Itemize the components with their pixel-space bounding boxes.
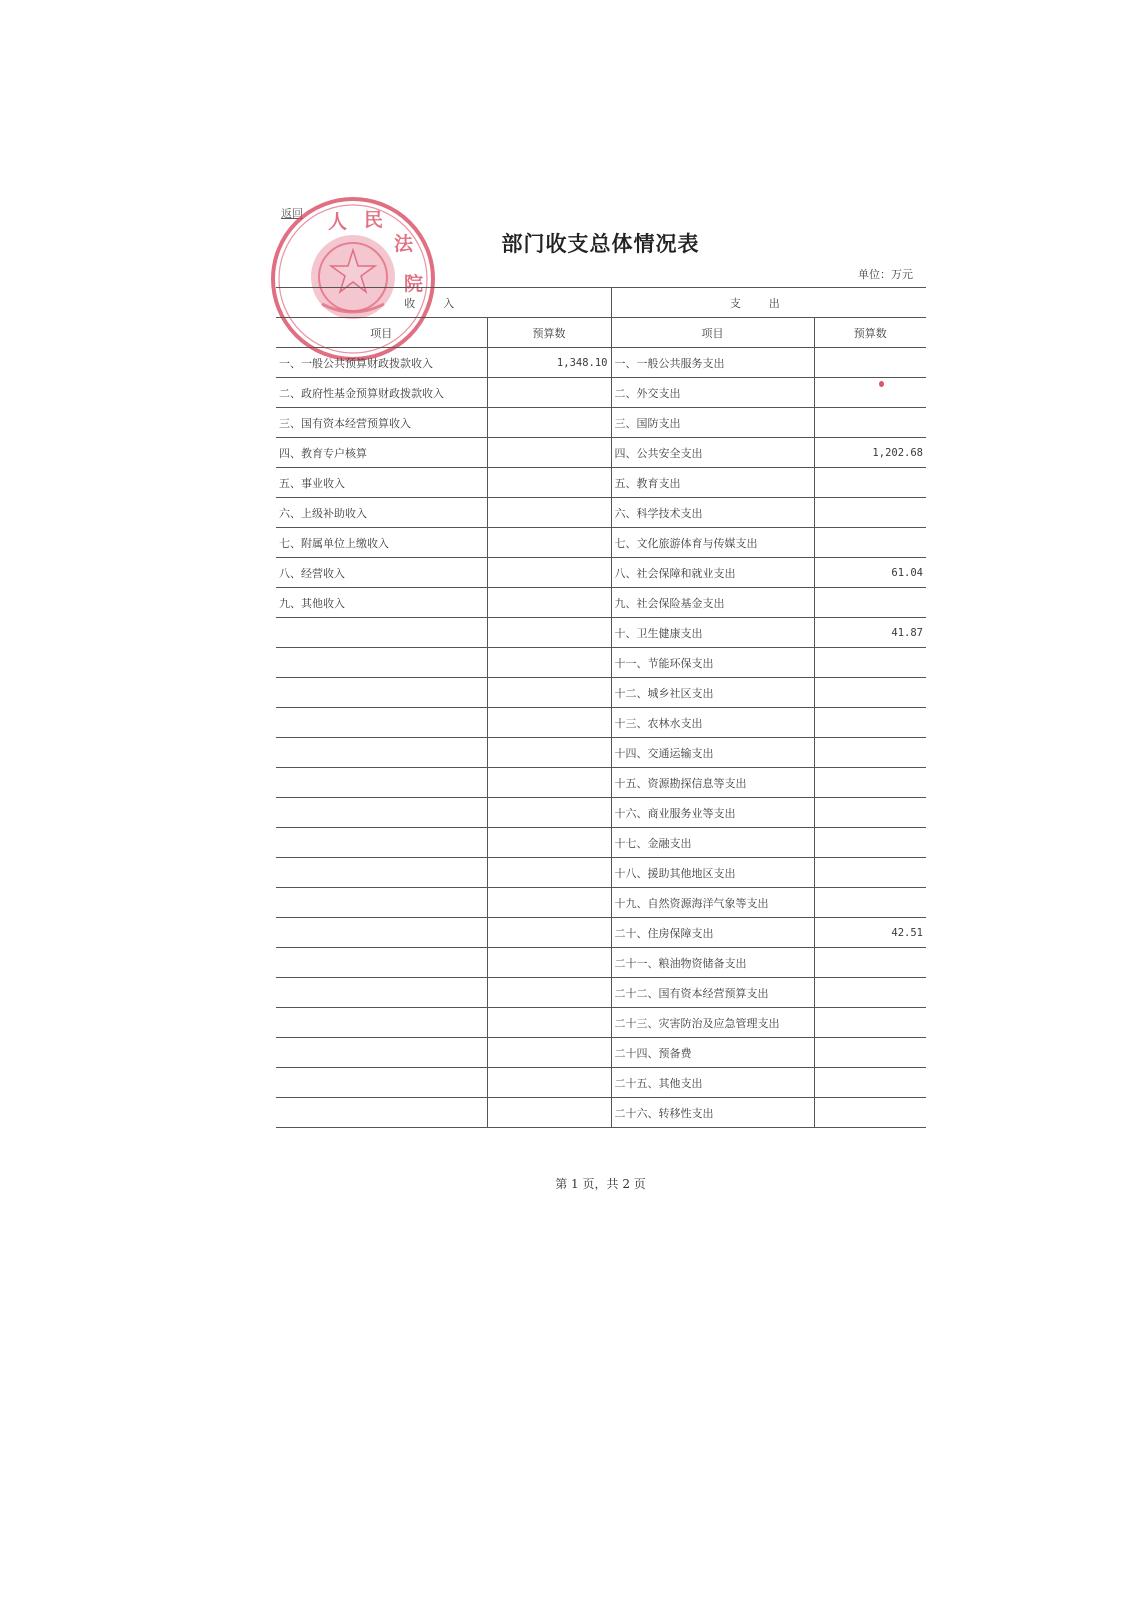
- table-row: [276, 738, 926, 768]
- income-item-cell: [276, 858, 487, 888]
- expense-amount-cell: [814, 738, 926, 768]
- income-amount-cell: [487, 708, 611, 738]
- expense-amount-cell: [814, 1098, 926, 1128]
- income-amount-cell: [487, 738, 611, 768]
- income-amount-cell: [487, 918, 611, 948]
- income-amount-cell: [487, 378, 611, 408]
- table-row: [276, 858, 926, 888]
- expense-item-cell: 十九、自然资源海洋气象等支出: [611, 888, 814, 918]
- income-amount-cell: [487, 678, 611, 708]
- expense-amount-cell: [814, 408, 926, 438]
- expense-item-cell: 九、社会保险基金支出: [611, 588, 814, 618]
- table-row: [276, 528, 926, 558]
- income-amount-cell: [487, 618, 611, 648]
- expense-amount-cell: [814, 1038, 926, 1068]
- table-row: [276, 648, 926, 678]
- income-amount-cell: [487, 438, 611, 468]
- expense-item-cell: 七、文化旅游体育与传媒支出: [611, 528, 814, 558]
- expense-item-cell: 一、一般公共服务支出: [611, 348, 814, 378]
- income-item-cell: [276, 798, 487, 828]
- table-row: [276, 468, 926, 498]
- income-amount-cell: [487, 528, 611, 558]
- expense-item-cell: 五、教育支出: [611, 468, 814, 498]
- expense-amount-cell: 61.04: [814, 558, 926, 588]
- income-item-cell: [276, 738, 487, 768]
- budget-table: [276, 287, 926, 1128]
- svg-text:民: 民: [364, 209, 384, 231]
- expense-amount-cell: [814, 528, 926, 558]
- table-row: [276, 768, 926, 798]
- table-row: [276, 438, 926, 468]
- expense-item-cell: 六、科学技术支出: [611, 498, 814, 528]
- expense-amount-cell: 42.51: [814, 918, 926, 948]
- expense-item-cell: 二、外交支出: [611, 378, 814, 408]
- table-row: [276, 978, 926, 1008]
- expense-item-cell: 十三、农林水支出: [611, 708, 814, 738]
- income-item-cell: 一、一般公共预算财政拨款收入: [276, 348, 487, 378]
- table-row: [276, 948, 926, 978]
- table-row: [276, 888, 926, 918]
- expense-amount-cell: [814, 858, 926, 888]
- expense-amount-cell: [814, 498, 926, 528]
- expense-item-cell: 二十一、粮油物资储备支出: [611, 948, 814, 978]
- income-item-cell: 五、事业收入: [276, 468, 487, 498]
- expense-header: 支出: [611, 288, 926, 318]
- income-item-cell: [276, 1038, 487, 1068]
- income-amount-cell: [487, 978, 611, 1008]
- income-amount-cell: [487, 468, 611, 498]
- table-row: [276, 918, 926, 948]
- income-item-cell: [276, 948, 487, 978]
- income-item-cell: 九、其他收入: [276, 588, 487, 618]
- income-amount-cell: [487, 768, 611, 798]
- expense-amount-cell: [814, 1068, 926, 1098]
- expense-amount-cell: [814, 648, 926, 678]
- expense-item-cell: 十六、商业服务业等支出: [611, 798, 814, 828]
- income-amount-cell: [487, 558, 611, 588]
- income-amount-cell: [487, 588, 611, 618]
- income-amount-cell: [487, 798, 611, 828]
- income-amount-cell: [487, 1008, 611, 1038]
- svg-text:法: 法: [394, 233, 414, 255]
- income-item-cell: [276, 648, 487, 678]
- income-item-cell: [276, 888, 487, 918]
- expense-amount-cell: [814, 468, 926, 498]
- table-row: [276, 1038, 926, 1068]
- income-item-cell: 四、教育专户核算: [276, 438, 487, 468]
- expense-item-cell: 四、公共安全支出: [611, 438, 814, 468]
- income-item-cell: 七、附属单位上缴收入: [276, 528, 487, 558]
- table-row: [276, 408, 926, 438]
- expense-amount-cell: [814, 888, 926, 918]
- expense-item-cell: 二十三、灾害防治及应急管理支出: [611, 1008, 814, 1038]
- income-item-cell: 八、经营收入: [276, 558, 487, 588]
- income-item-cell: [276, 1008, 487, 1038]
- table-row: [276, 498, 926, 528]
- column-header: 项目: [276, 318, 487, 348]
- page-footer: 第 1 页，共 2 页: [555, 1177, 646, 1191]
- income-amount-cell: [487, 408, 611, 438]
- table-row: [276, 618, 926, 648]
- income-amount-cell: 1,348.10: [487, 348, 611, 378]
- income-item-cell: [276, 678, 487, 708]
- table-row: [276, 558, 926, 588]
- income-amount-cell: [487, 828, 611, 858]
- back-link[interactable]: 返回: [281, 207, 303, 220]
- column-header: 预算数: [487, 318, 611, 348]
- expense-amount-cell: [814, 948, 926, 978]
- expense-amount-cell: [814, 708, 926, 738]
- column-header: 项目: [611, 318, 814, 348]
- table-row: [276, 678, 926, 708]
- income-item-cell: [276, 918, 487, 948]
- table-row: [276, 1098, 926, 1128]
- expense-amount-cell: [814, 768, 926, 798]
- expense-item-cell: 三、国防支出: [611, 408, 814, 438]
- income-item-cell: [276, 1098, 487, 1128]
- expense-item-cell: 二十四、预备费: [611, 1038, 814, 1068]
- column-header: 预算数: [814, 318, 926, 348]
- table-row: [276, 1008, 926, 1038]
- income-amount-cell: [487, 1098, 611, 1128]
- unit-label: 单位：万元: [858, 268, 913, 281]
- expense-item-cell: 八、社会保障和就业支出: [611, 558, 814, 588]
- income-item-cell: 三、国有资本经营预算收入: [276, 408, 487, 438]
- table-row: [276, 348, 926, 378]
- expense-item-cell: 二十五、其他支出: [611, 1068, 814, 1098]
- expense-amount-cell: [814, 678, 926, 708]
- table-row: [276, 828, 926, 858]
- income-amount-cell: [487, 888, 611, 918]
- expense-amount-cell: [814, 588, 926, 618]
- income-item-cell: [276, 978, 487, 1008]
- income-header: 收入: [276, 288, 611, 318]
- income-amount-cell: [487, 1068, 611, 1098]
- expense-amount-cell: [814, 1008, 926, 1038]
- income-amount-cell: [487, 648, 611, 678]
- income-item-cell: 六、上级补助收入: [276, 498, 487, 528]
- expense-item-cell: 十八、援助其他地区支出: [611, 858, 814, 888]
- expense-amount-cell: [814, 798, 926, 828]
- expense-item-cell: 十四、交通运输支出: [611, 738, 814, 768]
- expense-item-cell: 二十、住房保障支出: [611, 918, 814, 948]
- expense-amount-cell: 1,202.68: [814, 438, 926, 468]
- income-amount-cell: [487, 948, 611, 978]
- expense-amount-cell: [814, 348, 926, 378]
- table-row: [276, 1068, 926, 1098]
- expense-amount-cell: [814, 978, 926, 1008]
- page-title: 部门收支总体情况表: [501, 232, 700, 256]
- income-amount-cell: [487, 1038, 611, 1068]
- income-amount-cell: [487, 498, 611, 528]
- income-item-cell: [276, 768, 487, 798]
- table-row: [276, 708, 926, 738]
- expense-item-cell: 二十六、转移性支出: [611, 1098, 814, 1128]
- income-item-cell: 二、政府性基金预算财政拨款收入: [276, 378, 487, 408]
- expense-item-cell: 十二、城乡社区支出: [611, 678, 814, 708]
- income-item-cell: [276, 1068, 487, 1098]
- section-header-row: [276, 288, 926, 318]
- income-item-cell: [276, 708, 487, 738]
- expense-item-cell: 十一、节能环保支出: [611, 648, 814, 678]
- svg-text:院: 院: [404, 273, 424, 295]
- svg-text:人: 人: [328, 211, 348, 233]
- expense-amount-cell: [814, 378, 926, 408]
- expense-item-cell: 十、卫生健康支出: [611, 618, 814, 648]
- table-row: [276, 588, 926, 618]
- income-amount-cell: [487, 858, 611, 888]
- expense-item-cell: 十五、资源勘探信息等支出: [611, 768, 814, 798]
- expense-item-cell: 二十二、国有资本经营预算支出: [611, 978, 814, 1008]
- expense-item-cell: 十七、金融支出: [611, 828, 814, 858]
- expense-amount-cell: 41.87: [814, 618, 926, 648]
- column-header-row: [276, 318, 926, 348]
- income-item-cell: [276, 828, 487, 858]
- income-item-cell: [276, 618, 487, 648]
- table-row: [276, 378, 926, 408]
- expense-amount-cell: [814, 828, 926, 858]
- table-row: [276, 798, 926, 828]
